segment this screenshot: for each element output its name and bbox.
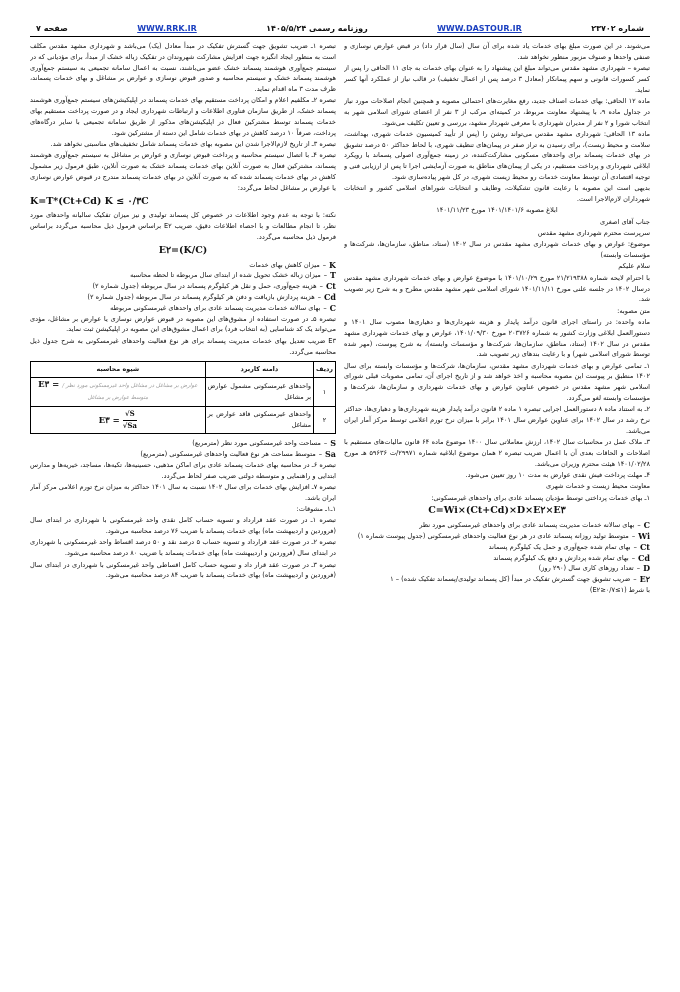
item-1: ۱ـ تمامی عوارض و بهای خدمات شهرداری مشهد مقدس، سازمان‌ها، شرکت‌ها و مؤسسات وابسته برای سال ۱۴۰۲ منطبق بر پیوست این مصوبه محاسبه و اخذ خواهد شد و از تاریخ اجرای آن، تمامی مصوبات قبلی شورای اسلامی شهر مشهد مقدس در خصوص عناوین عوارض و بهای خدمات شهرداری و سازمان‌ها، شرکت‌ها و مؤسسات وابسته لغو می‌گردد. — [344, 361, 650, 402]
item-4: ۴ـ مهلت پرداخت فیش نقدی عوارض به مدت ۱۰ روز تعیین می‌شود. — [465, 471, 650, 480]
letter-role: سرپرست محترم شهرداری مشهد مقدس — [537, 229, 650, 238]
definition-text: میزان کاهش بهای خدمات — [249, 260, 320, 269]
definition-text: تعداد روزهای کاری سال (۲۹۰ روز) — [538, 564, 634, 573]
definition-text: مساحت واحد غیرمسکونی مورد نظر (مترمربع) — [192, 439, 321, 448]
paragraph: تبصره ۱ـ ضریب تشویق جهت گسترش تفکیک در مبدأ معادل (یک) می‌باشد و شهرداری مشهد مقدس مکلف است به منظور ایجاد انگیزه جهت افزایش مشارکت شهروندان در تفکیک زباله خشک از مبدأ، برای مؤدیانی که در سیستم جمع‌آوری هوشمند پسماند خشک عضو می‌باشند، نسبت به اعمال سامانه تجمیعی به سیستم جمع‌آوری هوشمند پسماند خشک و سیستم محاسبه و صدور قبوض نوسازی و عوارض بر مشاغل و بهای خدمات پسماند، ظرف مدت ۳ ماه اقدام نماید. — [30, 42, 336, 94]
letter-ref: ابلاغ مصوبه ۱۴۰۱/۱۴۰۱/۶ مورخ ۱۴۰۱/۱۱/۲۳ — [436, 206, 558, 215]
symbol: Wi — [638, 531, 650, 542]
definition-text: بهای سالانه خدمات مدیریت پسماند عادی برای واحدهای غیرمسکونی مربوطه — [110, 303, 321, 312]
definition-text: هزینه جمع‌آوری، حمل و نقل هر کیلوگرم پسماند در سال مربوطه (جدول شماره ۲) — [92, 282, 317, 291]
symbol: Ct — [325, 281, 336, 292]
definition-text: میزان زباله خشک تحویل شده از ابتدای سال مربوطه تا لحظه محاسبه — [130, 271, 321, 280]
faint-fraction: عوارض بر مشاغل در مشاغل واحد غیرمسکونی مورد نظر / متوسط عوارض بر مشاغل — [62, 383, 198, 401]
paragraph: تبصره ۲ـ در صورت عقد قرارداد و تسویه حساب ۵ درصد نقد و ۵۰ درصد اقساط واحد غیرمسکونی با شهرداری در ابتدای سال (فروردین و اردیبهشت ماه) بهای خدمات پسماند با ضریب ۸۰ درصد محاسبه می‌شود. — [30, 538, 336, 558]
residential-title: ۱ـ بهای خدمات پرداختی توسط مؤدیان پسماند عادی برای واحدهای غیرمسکونی: — [431, 493, 650, 502]
letter-subject: موضوع: عوارض و بهای خدمات شهرداری مشهد مقدس در سال ۱۴۰۲ (ستاد، مناطق، سازمان‌ها، شرکت‌ها و مؤسسات وابسته) — [344, 240, 650, 260]
paragraph: بدیهی است این مصوبه با رعایت قانون تشکیلات، وظایف و انتخابات شوراهای اسلامی کشور و انتخابات شهرداران لازم‌الاجرا است. — [344, 184, 650, 204]
definition-text: بهای تمام شده پردازش و دفع یک کیلوگرم پسماند — [493, 553, 629, 562]
rrk-link[interactable]: WWW.RRK.IR — [137, 24, 197, 33]
letter-greeting: سلام علیکم — [618, 262, 650, 271]
paragraph: تبصره ۶ـ در محاسبه بهای خدمات پسماند عادی برای اماکن مذهبی، حسینیه‌ها، تکیه‌ها، مساجد، خیریه‌ها و مدارس ابتدایی و راهنمایی و متوسطه دولتی ضریب صفر لحاظ می‌گردد. — [30, 460, 336, 480]
definition-text: متوسط مساحت هر نوع فعالیت واحدهای غیرمسکونی (مترمربع) — [140, 450, 316, 459]
definition-item: Cd – بهای تمام شده پردازش و دفع یک کیلوگرم پسماند — [493, 552, 650, 563]
cell-formula: E۳ = عوارض بر مشاغل در مشاغل واحد غیرمسکونی مورد نظر / متوسط عوارض بر مشاغل — [31, 378, 206, 407]
paragraph: تبصره – شهرداری مشهد مقدس می‌تواند مبلغ این پیشنهاد را به عنوان بهای خدمات به جای ۱۱ الحاقی را پس از کسر کسورات قانونی و سهم پیمانکار (معادل ۳ درصد پس از اعمال تخفیف) در قالب نیاز از عملکرد آنها کسر نماید. — [344, 64, 650, 94]
symbol: Cd — [638, 552, 650, 563]
definition-text: بهای سالانه خدمات مدیریت پسماند عادی برای واحدهای غیرمسکونی مورد نظر — [419, 521, 635, 530]
item-2: ۲ـ به استناد ماده ۸ دستورالعمل اجرایی تبصره ۱ ماده ۲ قانون درآمد پایدار هزینه شهرداری‌ها و دهیاری‌ها، حداکثر نرخ رشد در سال ۱۴۰۲ برای عناوین عوارض سال ۱۴۰۱ برابر با میزان نرخ تورم اعلامی توسط مرکز آمار ایران می‌باشد. — [344, 405, 650, 435]
paragraph: تبصره ۴ـ با اتصال سیستم محاسبه و پرداخت قبوض نوسازی و عوارض بر مشاغل به سیستم جمع‌آوری هوشمند پسماند، مشترکین فعال به صورت آنلاین بهای خدمات پسماند خشک به صورت آنلاین، طبق فرمول زیر مشمول کاهش در بهای خدمات پسماند شده که به صورت آنلاین در بهای خدمات پسماند مندرج در قبوض عوارض نوسازی یا عوارض بر مشاغل لحاظ می‌گردد: — [30, 151, 336, 192]
page-header — [30, 24, 650, 33]
paragraph: می‌شوند. در این صورت مبلغ بهای خدمات یاد شده برای آن سال (سال قرار داد) در قبض عوارض نوسازی و صنفی واحدها و صنوف مزبور منظور نخواهد شد. — [344, 42, 650, 61]
sqrt-fraction: $\frac{√S}{√Sa}$ — [122, 408, 137, 430]
definition-text: هزینه پردازش بازیافت و دفن هر کیلوگرم پسماند در سال مربوطه (جدول شماره ۲) — [87, 293, 315, 302]
paragraph: تبصره ۳ـ از تاریخ لازم‌الاجرا شدن این مصوبه بهای خدمات پسماند شامل تخفیف‌های مناسبتی نخواهد شد. — [50, 140, 336, 149]
definition-item: Cd – هزینه پردازش بازیافت و دفن هر کیلوگرم پسماند در سال مربوطه (جدول شماره ۲) — [87, 292, 336, 303]
symbol: C — [643, 520, 650, 531]
symbol: C — [329, 302, 336, 313]
right-column — [344, 41, 650, 941]
definition-text: متوسط تولید روزانه پسماند عادی در هر نوع فعالیت واحدهای غیرمسکونی (جدول پیوست شماره ۱) — [357, 532, 629, 541]
symbol: Cd — [324, 292, 336, 303]
paragraph: تبصره ۵ـ در صورت استفاده از مشوق‌های این مصوبه در قبوض عوارض نوسازی یا عوارض بر مشاغل، مؤدی می‌تواند یک کد شناسایی (به انتخاب فرد) برای اعمال مشوق‌های این مصوبه در اپلیکیشن ثبت نماید. — [30, 314, 336, 334]
paragraph: تبصره ۲ـ مکلفیم اعلام و امکان پرداخت مستقیم بهای خدمات پسماند در اپلیکیشن‌های سیستم جمع‌آوری هوشمند پسماند خشک، از طریق سازمان فناوری اطلاعات و ارتباطات شهرداری ایجاد و در صورت پرداخت مستقیم بهای خدمات پسماند توسط مشترکین فعال در اپلیکیشن‌های مذکور از طریق سامانه تجمیعی با سایر درگاه‌های پرداخت، صرفاً ۱۰ درصد کاهش در بهای خدمات شامل این دسته از مشترکین شود. — [30, 96, 336, 137]
paragraph: تبصره ۱ـ در صورت عقد قرارداد و تسویه حساب کامل نقدی واحد غیرمسکونی با شهرداری در ابتدای سال (فروردین و اردیبهشت ماه) بهای خدمات پسماند با ضریب ۷۶ درصد محاسبه می‌شود. — [30, 516, 336, 536]
letter-body: با احترام لایحه شماره ۲۱/۲۱۹۳۸۸ مورخ ۱۴۰۱/۱۰/۲۹ با موضوع عوارض و بهای خدمات شهرداری مشهد مقدس درسال ۱۴۰۲ در جلسه علنی مورخ ۱۴۰۱/۱۱/۱۱ شورای اسلامی شهر مشهد مقدس مطرح و به شرح زیر تصویب شد. — [344, 273, 650, 304]
definition-item — [344, 585, 650, 596]
definition-text: ضریب تشویق جهت گسترش تفکیک در مبدأ (کل پسماند تولیدی/پسماند تفکیک شده) – ۱ — [390, 575, 631, 584]
definition-item: K – میزان کاهش بهای خدمات — [249, 259, 336, 270]
definition-list — [344, 520, 650, 596]
text-title: متن مصوبه: — [617, 306, 650, 315]
symbol: D — [643, 563, 650, 574]
definition-item: C – بهای سالانه خدمات مدیریت پسماند عادی برای واحدهای غیرمسکونی مربوطه — [110, 302, 336, 313]
left-column — [30, 41, 336, 941]
definition-list — [30, 260, 336, 314]
cell-scope: واحدهای غیرمسکونی فاقد عوارض بر مشاغل — [205, 406, 313, 434]
th-scope: دامنه کاربرد — [205, 362, 313, 378]
definition-item: S – مساحت واحد غیرمسکونی مورد نظر (مترمربع) — [192, 438, 336, 449]
definition-item: Sa – متوسط مساحت هر نوع فعالیت واحدهای غیرمسکونی (مترمربع) — [140, 449, 336, 460]
note: نکته: با توجه به عدم وجود اطلاعات در خصوص کل پسماند تولیدی و نیز میزان تفکیک سالیانه واحدهای مورد نظر، تا انجام مطالعات و با احصاء اطلاعات دقیق، ضریب E۲ براساس فرمول ذیل محاسبه می‌گردد براساس فرمول ذیل محاسبه می‌گردد. — [30, 211, 336, 242]
reduction-formula: K=T*(Ct+Cd) K ≤ ۰/۳C — [30, 195, 149, 207]
table-row — [31, 406, 336, 434]
definition-item: D – تعداد روزهای کاری سال (۲۹۰ روز) — [538, 563, 650, 574]
definition-item: Wi – متوسط تولید روزانه پسماند عادی در هر نوع فعالیت واحدهای غیرمسکونی (جدول پیوست شماره ۱) — [357, 531, 650, 542]
fee-formula: C=Wi×(Ct+Cd)×D×E۲×E۳ — [428, 505, 566, 517]
definition-text: بهای تمام شده جمع‌آوری و حمل یک کیلوگرم پسماند — [488, 542, 631, 551]
definition-item: Ct – بهای تمام شده جمع‌آوری و حمل یک کیلوگرم پسماند — [488, 541, 650, 552]
item-3: ۳ـ ملاک عمل در محاسبات سال ۱۴۰۲، ارزش معاملاتی سال ۱۴۰۰ موضوع ماده ۶۴ قانون مالیات‌های مستقیم با اصلاحات و الحاقات بعدی آن با اعمال ضریب تبصره ۲ همان موضوع ابلاغیه شماره ۲۹۹۷۱/ت ۵۹۶۳۶ هـ مورخ ۱۴۰۱/۰۲/۲۸ هیئت محترم وزیران می‌باشد. — [344, 438, 650, 468]
symbol: Ct — [639, 541, 650, 552]
th-row: ردیف — [314, 362, 336, 378]
dastour-link[interactable]: WWW.DASTOUR.IR — [437, 24, 522, 33]
cell-formula: E۳ = $\frac{√S}{√Sa}$ — [31, 406, 206, 434]
definition-item: C – بهای سالانه خدمات مدیریت پسماند عادی برای واحدهای غیرمسکونی مورد نظر — [419, 520, 650, 531]
th-method: شیوه محاسبه — [31, 362, 206, 378]
e2-formula: E۲=(K/C) — [158, 244, 208, 256]
paragraph: ماده ۱۲ الحاقی: بهای خدمات اصناف جدید، رفع مغایرت‌های احتمالی مصوبه و همچنین انجام اصلاحات مورد نیاز در جداول ماده ۹، با پیشنهاد معاونت مربوط، در کمیته‌ای مرکب از ۳ نفر از اعضای شورای اسلامی شهر به انتخاب شورا و ۲ نفر از مدیران شهرداری با معرفی شهردار مشهد، بررسی و تعیین تکلیف می‌شود. — [344, 96, 650, 127]
header-rule — [30, 36, 650, 37]
cell-no: ۲ — [314, 406, 336, 434]
cell-no: ۱ — [314, 378, 336, 407]
paragraph: تبصره ۷ـ افزایش بهای خدمات برای سال ۱۴۰۲ نسبت به سال ۱۴۰۱ حداکثر به میزان نرخ تورم اعلامی مرکز آمار ایران باشد. — [30, 482, 336, 502]
department-title: معاونت محیط زیست و خدمات شهری — [546, 482, 650, 491]
paragraph: ماده ۱۳ الحاقی: شهرداری مشهد مقدس می‌تواند روشن را (پس از تأیید کمیسیون خدمات شهری، بهداشت، سلامت و محیط زیست)، برای رسیدن به تراز صفر در پیمان‌های تنظیف شهری، با لحاظ حداکثر ۵۰ درصد تشویق در بهای خدمات پسماند برای واحدهای مسکونی مشارکت‌کننده، در زمینه جمع‌آوری اصولی پسماند با رویکرد ابلاغی شهرداری و پرداخت مستقیم، در یکی از پیمان‌های مناطق به صورت آزمایشی اجرا تا پس از ارزیابی فنی و توجیه اقتصادی آن توسط معاونت خدمات رو محیط زیست شهری، در کل شهر پیاده‌سازی شود. — [344, 129, 650, 182]
definition-item: T – میزان زباله خشک تحویل شده از ابتدای سال مربوطه تا لحظه محاسبه — [130, 270, 336, 281]
letter-to: جناب آقای اصغری — [599, 217, 650, 226]
symbol: S — [330, 438, 336, 449]
definition-text: با شرط (۱≥E۲≥۰/۷) — [589, 586, 650, 595]
symbol: E۲ — [639, 574, 650, 585]
columns — [30, 41, 650, 941]
symbol: K — [329, 259, 336, 270]
gazette-date: روزنامه رسمی ۱۴۰۵/۵/۲۴ — [266, 24, 368, 33]
paragraph: تبصره ۳ـ در صورت عقد قرار داد و تسویه حساب کامل اقساطی واحد غیرمسکونی با شهرداری در ابتدای سال (فروردین و اردیبهشت ماه) بهای خدمات پسماند با ضریب ۸۴ درصد محاسبه می‌شود. — [30, 560, 336, 580]
symbol: Sa — [325, 449, 336, 460]
definition-list — [30, 438, 336, 460]
cell-scope: واحدهای غیرمسکونی مشمول عوارض بر مشاغل — [205, 378, 313, 407]
symbol: T — [330, 270, 336, 281]
e3-table — [30, 361, 336, 434]
paragraph: E۳ ضریب تعدیل بهای خدمات مدیریت پسماند برای هر نوع فعالیت واحدهای غیرمسکونی به شرح جدول ذیل محاسبه می‌گردد. — [30, 336, 336, 356]
issue-number: شماره ۲۳۷۰۲ — [591, 24, 644, 33]
definition-item: E۲ – ضریب تشویق جهت گسترش تفکیک در مبدأ (کل پسماند تولیدی/پسماند تفکیک شده) – ۱ — [390, 574, 650, 585]
paragraph: ۱ـ۱ـ مشوقات: — [296, 505, 336, 514]
table-row — [31, 378, 336, 407]
single-article: ماده واحده: در راستای اجرای قانون درآمد پایدار و هزینه شهرداری‌ها و دهیاری‌ها مصوب سال ۱۴۰۱ و دستورالعمل ابلاغی وزارت کشور به شماره ۲۰۳۷۲۶ مورخ ۱۴۰۱/۰۹/۳۰، عوارض و بهای خدمات شهرداری مشهد مقدس در سال ۱۴۰۲ (ستاد، مناطق، سازمان‌ها، شرکت‌ها و مؤسسات وابسته)، به شرح پیوست، (مهر شده توسط شورای اسلامی شهر) و با رعایت بندهای زیر تصویب شد. — [344, 317, 650, 359]
page-number: صفحه ۷ — [36, 24, 68, 33]
definition-item: Ct – هزینه جمع‌آوری، حمل و نقل هر کیلوگرم پسماند در سال مربوطه (جدول شماره ۲) — [92, 281, 336, 292]
